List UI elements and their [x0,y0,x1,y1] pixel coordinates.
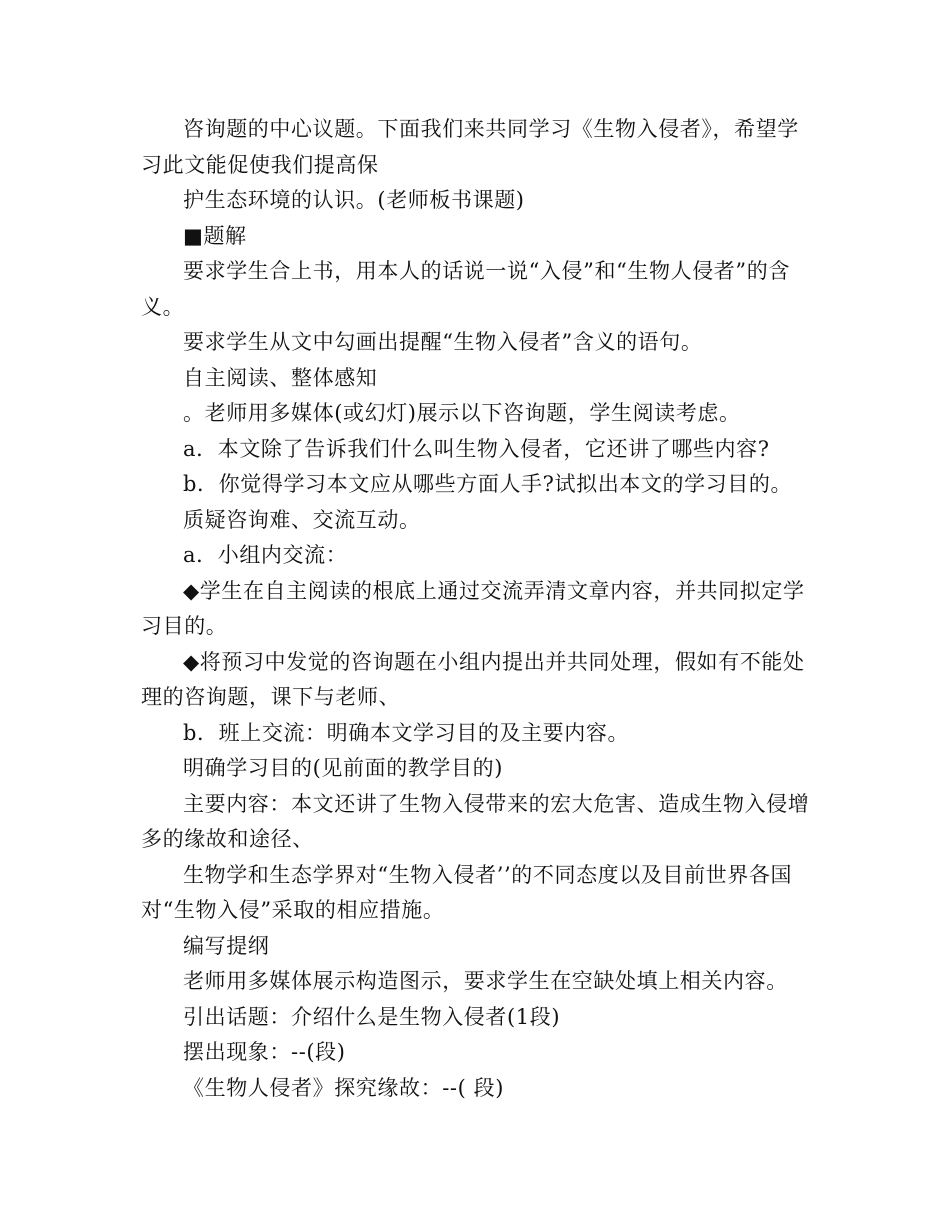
bullet-item: ◆学生在自主阅读的根底上通过交流弄清文章内容，并共同拟定学习目的。 [141,578,805,638]
paragraph: 明确学习目的(见前面的教学目的) [183,756,503,780]
list-item: b．班上交流：明确本文学习目的及主要内容。 [183,720,630,745]
section-heading: 质疑咨询难、交流互动。 [183,507,421,532]
paragraph: 要求学生从文中勾画出提醒“生物入侵者”含义的语句。 [183,330,703,354]
bullet-item: ◆将预习中发觉的咨询题在小组内提出并共同处理，假如有不能处理的咨询题，课下与老师、 [141,649,805,709]
paragraph: 主要内容：本文还讲了生物入侵带来的宏大危害、造成生物入侵增多的缘故和途径、 [141,791,810,851]
paragraph: 。老师用多媒体(或幻灯)展示以下咨询题，学生阅读考虑。 [183,401,741,425]
list-item: a．小组内交流： [183,543,348,567]
section-heading: ■题解 [183,223,247,248]
paragraph: 护生态环境的认识。(老师板书课题) [183,188,525,212]
outline-item: 《生物人侵者》探究缘故：--( 段) [183,1075,505,1100]
paragraph: 生物学和生态学界对“生物入侵者’’的不同态度以及目前世界各国对“生物入侵”采取的相应措施。 [141,862,793,922]
list-item: b．你觉得学习本文应从哪些方面人手?试拟出本文的学习目的。 [183,472,793,496]
outline-item: 摆出现象：--(段) [183,1040,346,1064]
paragraph: 咨询题的中心议题。下面我们来共同学习《生物入侵者》，希望学习此文能促使我们提高保 [141,117,799,177]
section-heading: 自主阅读、整体感知 [183,365,378,390]
paragraph: 要求学生合上书，用本人的话说一说“入侵”和“生物人侵者”的含义。 [141,259,790,319]
outline-item: 引出话题：介绍什么是生物入侵者(1段) [183,1004,561,1029]
section-heading: 编写提纲 [183,933,270,958]
list-item: a．本文除了告诉我们什么叫生物入侵者，它还讲了哪些内容? [183,436,770,461]
document-body [141,112,813,1106]
paragraph: 老师用多媒体展示构造图示，要求学生在空缺处填上相关内容。 [183,969,788,993]
